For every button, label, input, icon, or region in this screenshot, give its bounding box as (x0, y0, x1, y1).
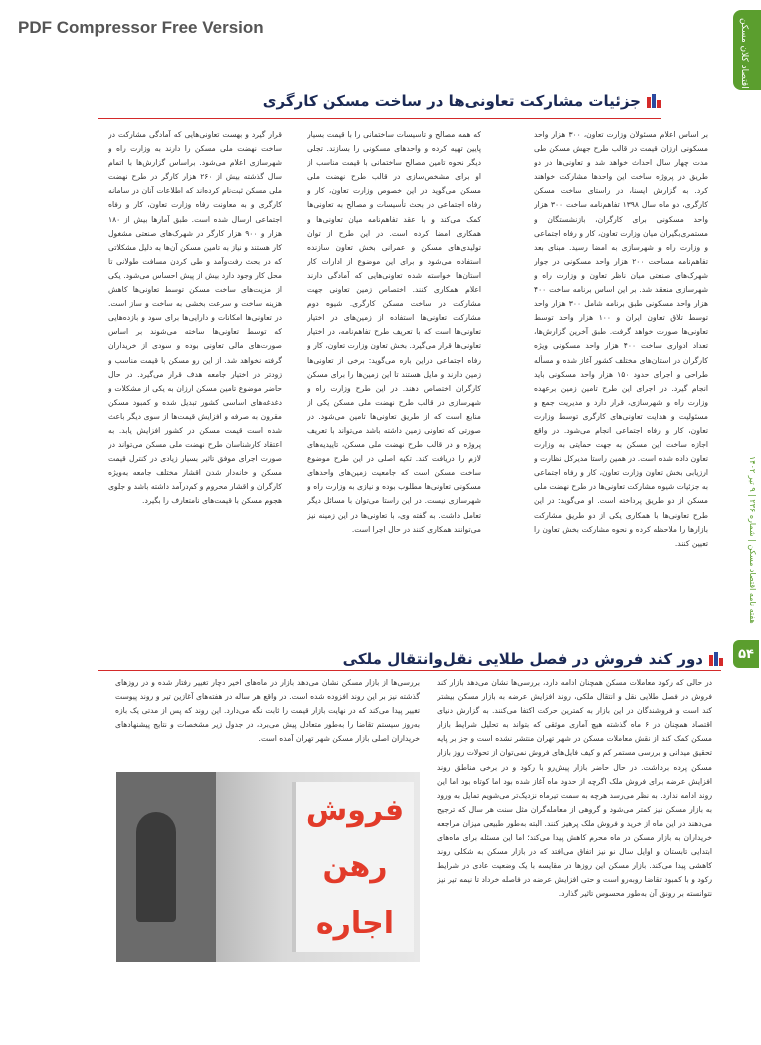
article-1-heading (263, 92, 661, 110)
article-2-title: دور کند فروش در فصل طلایی نقل‌وانتقال ملکی (342, 650, 703, 668)
bar-chart-icon (647, 94, 661, 108)
article-1-title: جزئیات مشارکت تعاونی‌ها در ساخت مسکن کارگری (262, 92, 641, 110)
article-1-column-1 (534, 128, 708, 634)
article-1-divider (98, 118, 661, 119)
article-2-column-1 (437, 676, 712, 1038)
article-2-column-1-text: در حالی که رکود معاملات مسکن همچنان ادامه دارد، بررسی‌ها نشان می‌دهد بازار کند فروش در فصل طلایی نقل و انتقال ملکی، روند افزایش عرضه به بازار مسکن بیشتر کند است و فروشندگان در این بازار به کمترین حرکت اکتفا می‌کنند. به گزارش دنیای اقتصاد همچنان در ۶ ماه گذشته هیچ آماری موثقی که بتواند به تحلیل شرایط بازار مسکن کمک کند از نقش معاملات مسکن در شهر تهران منتشر نشده است و جز بر پایه تحقیق میدانی و بررسی مستمر کم و کیف فایل‌های فروش نمی‌توان از تحولات روز بازار مسکن پرده برداشت. در حال حاضر بازار پیش‌رو با رکود و در برخی مناطق روند افزایش عرضه برای فروش ملک اگرچه از حدود ماه آغاز شده بود اما کوتاه بود اما این روند ادامه ندارد. به نظر می‌رسد هرچه به سمت تیرماه نزدیک‌تر می‌شویم تمایل به ورود به بازار مسکن نیز کمتر می‌شود و گروهی از معامله‌گران مثل سنت هر سال که ترجیح می‌دهند در این ماه از خرید و فروش ملک پرهیز کنند. البته به‌طور طبیعی میزان مراجعه خریداران به بازار مسکن در ماه محرم کاهش پیدا می‌کند؛ اما این مسئله برای ماه‌های ابتدایی تابستان و اوایل سال نو نیز اتفاق می‌افتد که در بازار مسکن به شکلی روند کاهشی پیدا می‌کند. بازار مسکن این روزها در مقایسه با یک وضعیت عادی در شرایط رکود و با کمبود تقاضا روبه‌رو است و حتی افزایش عرضه در فاصله خرداد تا نیمه تیر نیز نتوانسته بر رونق آن به‌طور محسوس تاثیر گذارد. (437, 678, 712, 899)
sign-word-rent: اجاره (315, 906, 395, 942)
article-1-column-1-text: بر اساس اعلام مسئولان وزارت تعاون، ۳۰۰ هزار واحد مسکونی ارزان قیمت در قالب طرح جهش مسکن طی مدت چهار سال احداث خواهد شد و تعاونی‌ها در دو طریق در پروژه ساخت این واحدها مشارکت خواهند کرد. به گزارش ایسنا، در راستای ساخت مسکن کارگری، دو ماه سال ۱۳۹۸ تفاهم‌نامه ساخت ۳۰۰ هزار واحد مسکونی برای کارگران، بازنشستگان و مستمری‌بگیران میان وزارت تعاون، کار و رفاه اجتماعی و وزارت راه و شهرسازی به امضا رسید. مبنای بعد تفاهم‌نامه مساحت ۲۰۰ هزار واحد مسکونی در جوار شهرک‌های صنعتی میان ناظر تعاون و وزارت راه و شهرسازی منعقد شد. بر این اساس برنامه ساخت ۴۰۰ هزار واحد مسکونی طبق برنامه شامل ۳۰۰ هزار واحد توسط تلاق تعاون ایران و ۱۰۰ هزار واحد توسط تعاونی‌ها صورت خواهد گرفت. طبق آخرین گزارش‌ها، تعداد ادواری ساخت ۴۰۰ هزار واحد مسکونی ویژه کارگران در استان‌های مختلف کشور آغاز شده و مسأله طراحی و اجرای حدود ۱۵۰ هزار واحد مسکونی باید انجام گیرد. در اجرای این طرح تامین زمین برعهده وزارت راه و شهرسازی، قرار دارد و مدیریت جمع و مسئولیت و هدایت تعاونی‌های کارگری توسط وزارت تعاون، کار و رفاه اجتماعی انجام می‌شود. در واقع اجازه ساخت این مسکن به جهت حمایتی به وزارت تعاون داده شده است. در همین راستا مدیرکل نظارت و ارزیابی بخش تعاون وزارت تعاون، کار و رفاه اجتماعی به جزئیات شیوه مشارکت تعاونی‌ها در طرح نهضت ملی مسکن از دو طریق پرداخته است. او می‌گوید: در این طرح تعاونی‌ها با همکاری یکی از دو طریق مشارکت بازارها را ملاحظه کرده و نحوه مشارکت بخش تعاون را تعیین کنند. (534, 130, 708, 548)
article-1-column-2-text: که همه مصالح و تاسیسات ساختمانی را با قیمت بسیار پایین تهیه کرده و واحدهای مسکونی را بسازند. تجلی دیگر نحوه تامین مصالح ساختمانی با قیمت مناسب از او برای مشخص‌سازی در قالب طرح نهضت ملی مسکن می‌گوید در این خصوص وزارت تعاون، کار و رفاه اجتماعی در بحث تأسیسات و مصالح به تعاونی‌ها کمک می‌کند و با عقد تفاهم‌نامه میان تعاونی‌ها و همکاری امضا کرده است. در این طرح از توان تولیدی‌های مسکن و عمرانی بخش تعاون سازنده استفاده می‌شود و برای این موضوع از ادارات کار استان‌ها خواسته شده تعاونی‌هایی که آمادگی دارند اعلام همکاری کنند. اختصاص زمین تعاونی جهت مشارکت در ساخت مسکن کارگری. شیوه دوم مشارکت تعاونی‌ها استفاده از زمین‌های در اختیار تعاونی‌ها است که با تعریف طرح تفاهم‌نامه، در اختیار تعاونی‌ها قرار می‌گیرد. بخش تعاون وزارت تعاون، کار و رفاه اجتماعی دراین باره می‌گوید: برخی از تعاونی‌ها زمین دارند و مایل هستند تا این زمین‌ها را برای مسکن کارگران اختصاص دهند. در این طرح وزارت راه و شهرسازی در قالب طرح نهضت ملی مسکن یکی از منابع است که از طریق تعاونی‌ها تامین می‌شود. در صورتی که تعاونی زمین داشته باشد می‌تواند با تعریف پروژه و در قالب طرح نهضت ملی مسکن، تاییدیه‌های لازم را دریافت کند. تکیه اصلی در این طرح موضوع ساخت مسکن است که جامعیت زمین‌های واحدهای مسکونی تعاونی‌ها مطلوب بوده و نیازی به وزارت راه و شهرسازی نیست. در این راستا می‌توان با مسائل دیگر تعامل داشت. به گفته وی، با تعاونی‌ها در این زمینه نیز می‌توانند همکاری کنند در حال اجرا است. (307, 130, 481, 534)
sign-word-sale: فروش (305, 792, 405, 828)
photo-person (136, 812, 176, 922)
section-tab-label: اقتصاد کلان مسکن (739, 18, 749, 89)
section-tab (733, 10, 761, 90)
article-1-column-3-text: قرار گیرد و بهست تعاونی‌هایی که آمادگی مشارکت در ساخت نهضت ملی مسکن را دارند به وزارت راه و شهرسازی اعلام می‌شود. براساس گزارش‌ها با اتمام سال گذشته بیش از ۲۶۰ هزار کارگر در طرح نهضت ملی مسکن ثبت‌نام کرده‌اند که اطلاعات آنان در سامانه کارگری و به معاونت رفاه وزارت تعاون، کار و رفاه اجتماعی ارسال شده است. طبق آمارها بیش از ۱۸۰ هزار و ۹۰۰ هزار کارگر در شهرک‌های صنعتی مشغول کار هستند و نیاز به تامین مسکن آن‌ها به دلیل مشکلاتی که در بحث رفت‌وآمد و طی کردن مسافت طولانی تا محل کار وجود دارد بیش از پیش احساس می‌شود. یکی از مزیت‌های ساخت مسکن توسط تعاونی‌ها کاهش هزینه ساخت و سرعت بخشی به ساخت و ساز است. در تعاونی‌ها امکانات و دارایی‌ها برای سود و بازده‌هایی که توسط تعاونی‌ها ساخته می‌شوند بر اساس صورت‌های مالی تعاونی بوده و سودی از خریداران گرفته نخواهد شد. از این رو مسکن با قیمت مناسب و زودتر در اختیار جامعه هدف قرار می‌گیرد. در حال حاضر موضوع تامین مسکن ارزان به یکی از مشکلات و دغدغه‌های اساسی کشور تبدیل شده و کمبود مسکن مقرون به صرفه و افزایش قیمت‌ها از سوی دیگر باعث شده است قیمت مسکن در کشور افزایش یابد. به اعتقاد کارشناسان طرح نهضت ملی مسکن می‌تواند در صورت اجرای موفق تاثیر بسیار زیادی در کنترل قیمت مسکن و خانه‌دار شدن اقشار مختلف جامعه به‌ویژه کارگران و اقشار محروم و کم‌درآمد داشته باشد و جلوی هجوم مسکن با قیمت‌های نامتعارف را بگیرد. (108, 130, 282, 506)
page-number: ۵۴ (733, 640, 759, 668)
issue-info-strip: هفته نامه اقتصاد مسکن | شماره ۲۳۶ | ۹ تیر ۱۴۰۲ (748, 456, 757, 624)
sale-mortgage-rent-sign (292, 782, 414, 952)
article-1-column-3 (108, 128, 282, 634)
article-2-column-2 (115, 676, 420, 760)
article-2-column-2-text: بررسی‌ها از بازار مسکن نشان می‌دهد بازار در ماه‌های اخیر دچار تغییر رفتار شده و در روزهای گذشته نیز بر این روند افزوده شده است. در واقع هر ساله در هفته‌های آغازین تیر و روند پیوست تغییر پیدا می‌کند که در نهایت بازار قیمت را ثابت نگه می‌دارد. این روند که پس از مدتی یک بازه به‌روز سیستم تقاضا را به‌طور متعادل پیش می‌برد، در جدول زیر مشخصات و نتایج پیشنهادهای خریداران اصلی بازار مسکن شهر تهران آمده است. (115, 678, 420, 744)
watermark-text: PDF Compressor Free Version (18, 18, 264, 37)
real-estate-office-photo (116, 772, 420, 962)
bar-chart-icon (709, 652, 723, 666)
article-1-column-2 (307, 128, 481, 634)
article-2-heading (343, 650, 723, 668)
article-2-divider (98, 670, 721, 671)
sign-word-mortgage: رهن (322, 849, 388, 885)
